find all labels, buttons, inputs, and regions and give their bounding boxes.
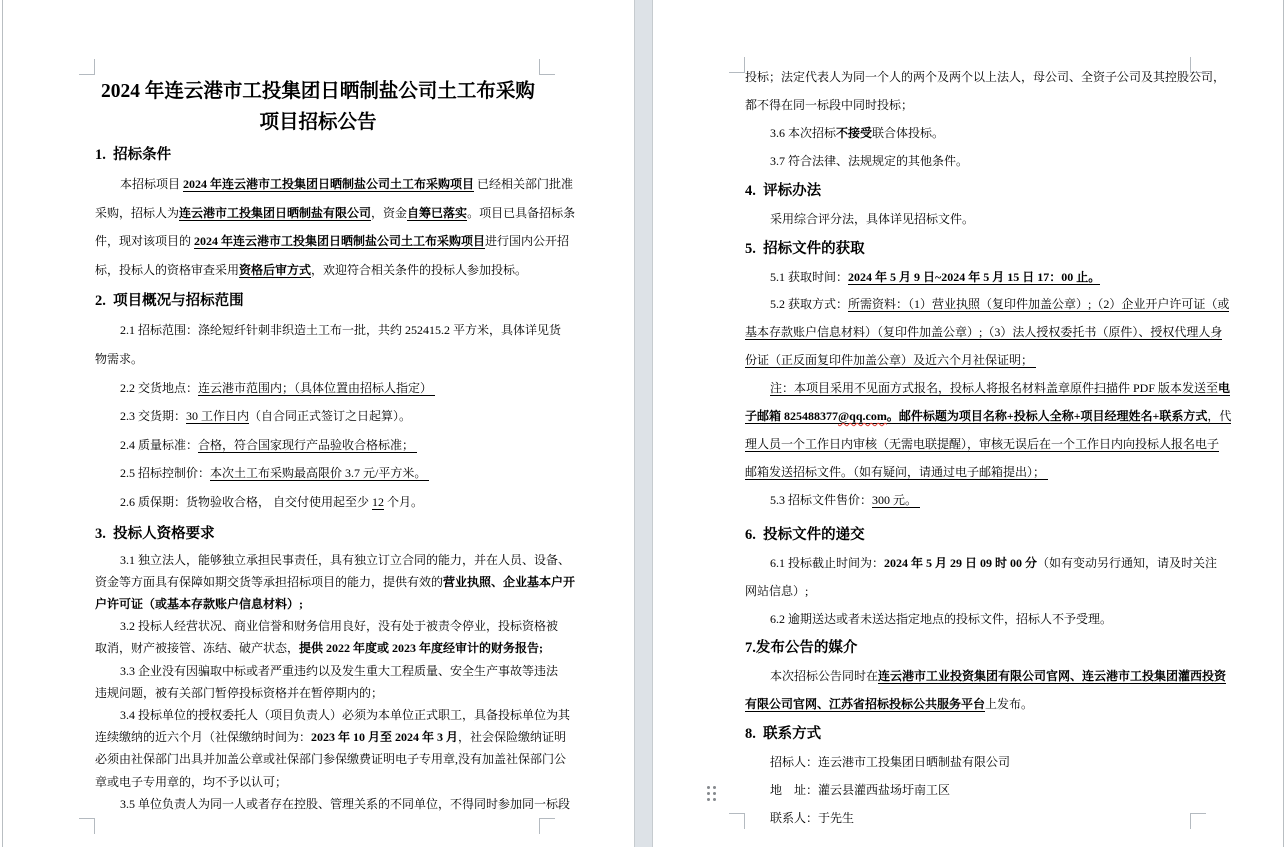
text-segment: 5. 招标文件的获取 <box>745 240 865 257</box>
text-line <box>745 64 1226 92</box>
text-segment: 网站信息）; <box>745 583 809 598</box>
text-segment: 2.5 招标控制价： <box>120 466 211 481</box>
heading-line <box>95 140 541 170</box>
text-segment: 都不得在同一标段中同时投标； <box>745 97 914 112</box>
text-line <box>95 459 541 488</box>
text-segment: 个月。 <box>384 494 424 509</box>
document-page-1 <box>3 0 634 847</box>
text-segment: 30 工作日内 <box>186 409 250 424</box>
text-segment: 物需求。 <box>95 351 144 366</box>
page-2-text-column <box>745 64 1232 833</box>
text-segment: 已经相关部门批准 <box>474 177 574 191</box>
margin-corner-mark <box>729 813 745 829</box>
heading-line <box>95 519 541 549</box>
text-segment: 2.3 交货期： <box>120 409 187 424</box>
text-segment: 本招标项目 <box>120 177 184 191</box>
text-segment: 3.1 独立法人，能够独立承担民事责任，具有独立订立合同的能力，并在人员、设备、 <box>120 552 571 567</box>
text-segment: 合格，符合国家现行产品验收合格标准； <box>198 437 418 452</box>
margin-corner-mark <box>539 818 555 834</box>
text-segment: ，资金 <box>371 205 408 220</box>
text-segment: 上发布。 <box>985 697 1034 712</box>
text-line <box>745 375 1231 403</box>
text-line <box>95 571 576 593</box>
text-segment: 300 元。 <box>872 492 921 507</box>
text-segment: 2024 年 5 月 29 日 09 时 00 分 <box>884 555 1038 570</box>
text-segment: 6.1 投标截止时间为： <box>770 555 885 570</box>
text-line <box>95 316 562 345</box>
text-segment: 理人员一个工作日内审核（无需电联提醒），审核无误后在一个工作日内向投标人报名电子 <box>745 436 1220 451</box>
text-segment: 3.7 符合法律、法规规定的其他条件。 <box>770 153 969 168</box>
margin-corner-mark <box>79 818 95 834</box>
text-line <box>95 748 567 770</box>
text-segment: 基本存款账户信息材料）（复印件加盖公章）;（3）法人授权委托书（原件）、授权代理人身 <box>745 325 1223 340</box>
text-line <box>95 704 571 726</box>
text-line <box>745 487 1191 515</box>
text-segment: 7.发布公告的媒介 <box>745 640 858 657</box>
text-segment: 不接受 <box>836 125 873 140</box>
text-line <box>95 593 541 615</box>
text-line <box>95 682 541 704</box>
text-segment: 资金等方面具有保障如期交货等承担招标项目的能力，提供有效的 <box>95 574 444 589</box>
text-line <box>95 170 574 199</box>
text-segment: 本次招标公告同时在 <box>770 669 879 684</box>
text-segment: 投标；法定代表人为同一个人的两个及两个以上法人，母公司、全资子公司及其控股公司， <box>745 70 1226 84</box>
text-line <box>745 291 1230 319</box>
text-line <box>95 549 571 571</box>
text-line <box>95 615 559 637</box>
text-line <box>95 199 576 228</box>
text-line <box>745 319 1223 347</box>
text-segment: 连续缴纳的近六个月（社保缴纳时间为： <box>95 730 312 745</box>
text-segment: 章或电子专用章的，均不予以认可； <box>95 774 288 789</box>
text-line <box>95 771 541 793</box>
text-segment: 2.1 招标范围：涤纶短纤针刺非织造土工布一批，共约 252415.2 平方米，具体详见货 <box>120 323 562 338</box>
title-line <box>95 107 541 138</box>
text-segment: 地 址：灌云县灌西盐场圩南工区 <box>770 783 951 798</box>
text-segment: 提供 2022 年度或 2023 年度经审计的财务报告; <box>299 641 544 656</box>
margin-corner-mark <box>1190 813 1206 829</box>
text-line <box>745 777 1191 805</box>
text-segment: 。邮件标题为项目名称+投标人全称+项目经理姓名+联系方式 <box>886 409 1208 424</box>
text-line <box>95 402 541 431</box>
text-line <box>95 227 570 256</box>
text-segment: 2024 年连云港市工投集团日晒制盐公司土工布采购项目 <box>194 234 486 249</box>
text-line <box>745 92 1191 120</box>
text-segment: 8. 联系方式 <box>745 726 822 743</box>
text-segment: 资格后审方式 <box>239 262 312 277</box>
text-line <box>95 793 571 815</box>
text-line <box>745 606 1191 634</box>
text-line <box>745 749 1191 777</box>
text-segment: 招标人：连云港市工投集团日晒制盐有限公司 <box>770 755 1011 770</box>
text-segment: 3.2 投标人经营状况、商业信誉和财务信用良好，没有处于被责令停业，投标资格被 <box>120 619 559 634</box>
text-segment: 违规问题，被有关部门暂停投标资格并在暂停期内的； <box>95 685 384 700</box>
text-segment: 2024 年连云港市工投集团日晒制盐公司土工布采购项目 <box>183 177 475 191</box>
page-right-edge-line <box>1283 0 1284 847</box>
text-segment: 2. 项目概况与招标范围 <box>95 293 244 310</box>
document-page-2 <box>653 0 1283 847</box>
text-segment: 取消，财产被接管、冻结、破产状态， <box>95 641 300 656</box>
text-line <box>95 345 541 374</box>
text-segment: 进行国内公开招 <box>485 234 570 249</box>
drag-handle-icon[interactable] <box>707 786 720 803</box>
title-line <box>95 76 541 107</box>
margin-corner-mark <box>729 57 745 73</box>
text-segment: 5.3 招标文件售价： <box>770 492 873 507</box>
text-segment: 3.6 本次招标 <box>770 125 837 140</box>
text-segment: 3.3 企业没有因骗取中标或者严重违约以及发生重大工程质量、安全生产事故等违法 <box>120 663 559 678</box>
heading-line <box>745 634 1191 663</box>
text-segment: （如有变动另行通知，请及时关注 <box>1037 555 1218 570</box>
text-segment: 连云港市范围内；（具体位置由招标人指定） <box>198 380 436 395</box>
text-segment: 注：本项目采用不见面方式报名，投标人将报名材料盖章原件扫描件 PDF 版本发送至 <box>770 381 1219 396</box>
text-line <box>745 663 1227 691</box>
text-segment: 电 <box>1218 381 1231 396</box>
text-segment: 自筹已落实 <box>407 205 468 220</box>
text-segment: 采用综合评分法，具体详见招标文件。 <box>770 211 975 226</box>
text-line <box>745 347 1191 375</box>
margin-corner-mark <box>79 59 95 75</box>
text-line <box>745 206 1191 234</box>
text-segment: ，代 <box>1207 409 1232 424</box>
text-segment: 12 <box>372 494 385 509</box>
text-segment: 份证（正反面复印件加盖公章）及近六个月社保证明； <box>745 353 1037 368</box>
text-segment: （自合同正式签订之日起算）。 <box>249 409 412 424</box>
text-segment: 有限公司官网、江苏省招标投标公共服务平台 <box>745 697 986 712</box>
text-segment: 邮箱发送招标文件。（如有疑问，请通过电子邮箱提出）； <box>745 464 1049 479</box>
margin-corner-mark <box>539 59 555 75</box>
text-line <box>95 431 541 460</box>
text-segment: 1. 招标条件 <box>95 147 172 163</box>
text-line <box>745 148 1191 176</box>
text-segment: 项目招标公告 <box>259 112 377 133</box>
text-segment: 必须由社保部门出具并加盖公章或社保部门参保缴费证明电子专用章,没有加盖社保部门公 <box>95 752 567 767</box>
text-line <box>745 431 1220 459</box>
text-segment: 连云港市工投集团日晒制盐有限公司 <box>179 205 372 220</box>
text-segment: 3. 投标人资格要求 <box>95 525 215 542</box>
text-segment: 2024 年 5 月 9 日~2024 年 5 月 15 日 17：00 止。 <box>848 269 1101 284</box>
text-line <box>745 805 1191 833</box>
page-gap <box>634 0 653 847</box>
text-segment: 2.6 质保期：货物验收合格， 自交付使用起至少 <box>120 494 373 509</box>
text-line <box>95 488 541 517</box>
text-segment: 联系人：于先生 <box>770 811 855 826</box>
text-segment: 3.5 单位负责人为同一人或者存在控股、管理关系的不同单位，不得同时参加同一标段 <box>120 796 571 811</box>
text-segment: 2.4 质量标准： <box>120 437 199 452</box>
text-segment: 本次土工布采购最高限价 3.7 元/平方米。 <box>210 466 430 481</box>
text-segment: ，社会保险缴纳证明 <box>458 730 567 745</box>
text-segment: 联合体投标。 <box>872 125 945 140</box>
text-line <box>745 578 1191 606</box>
text-segment: 户许可证（或基本存款账户信息材料）; <box>95 596 303 611</box>
text-line <box>95 637 544 659</box>
text-segment: 营业执照、企业基本户开 <box>443 574 576 589</box>
text-segment: 连云港市工业投资集团有限公司官网、连云港市工投集团灌西投资 <box>878 669 1227 684</box>
text-segment: 5.2 获取方式： <box>770 297 849 312</box>
text-segment: 2023 年 10 月至 2024 年 3 月 <box>311 730 459 745</box>
text-segment: 6.2 逾期送达或者未送达指定地点的投标文件，招标人不予受理。 <box>770 611 1113 626</box>
page-1-text-column <box>95 76 576 815</box>
text-line <box>745 403 1232 431</box>
heading-line <box>95 286 541 316</box>
text-segment: @qq.com <box>838 409 887 424</box>
text-segment: 标，投标人的资格审查采用 <box>95 262 240 277</box>
text-segment: ，欢迎符合相关条件的投标人参加投标。 <box>311 262 528 277</box>
text-line <box>95 660 559 682</box>
text-segment: 。项目已具备招标条 <box>467 205 576 220</box>
text-segment: 子邮箱 825488377 <box>745 409 839 424</box>
text-line <box>745 550 1218 578</box>
text-segment: 所需资料：（1）营业执照（复印件加盖公章）;（2）企业开户许可证（或 <box>848 297 1230 312</box>
text-segment: 件，现对该项目的 <box>95 234 195 249</box>
text-segment: 2.2 交货地点： <box>120 380 199 395</box>
text-line <box>745 264 1191 292</box>
text-line <box>745 459 1191 487</box>
text-segment: 3.4 投标单位的授权委托人（项目负责人）必须为本单位正式职工，具备投标单位为其 <box>120 707 571 722</box>
heading-line <box>745 177 1191 206</box>
heading-line <box>745 521 1191 550</box>
text-line <box>745 691 1191 719</box>
heading-line <box>745 720 1191 749</box>
text-line <box>745 120 1191 148</box>
text-line <box>95 726 567 748</box>
text-segment: 采购，招标人为 <box>95 205 180 220</box>
text-segment: 2024 年连云港市工投集团日晒制盐公司土工布采购 <box>101 81 535 102</box>
heading-line <box>745 235 1191 264</box>
text-segment: 4. 评标办法 <box>745 182 822 199</box>
text-segment: 5.1 获取时间： <box>770 269 849 284</box>
text-line <box>95 256 541 285</box>
text-segment: 6. 投标文件的递交 <box>745 526 865 543</box>
text-line <box>95 374 541 403</box>
